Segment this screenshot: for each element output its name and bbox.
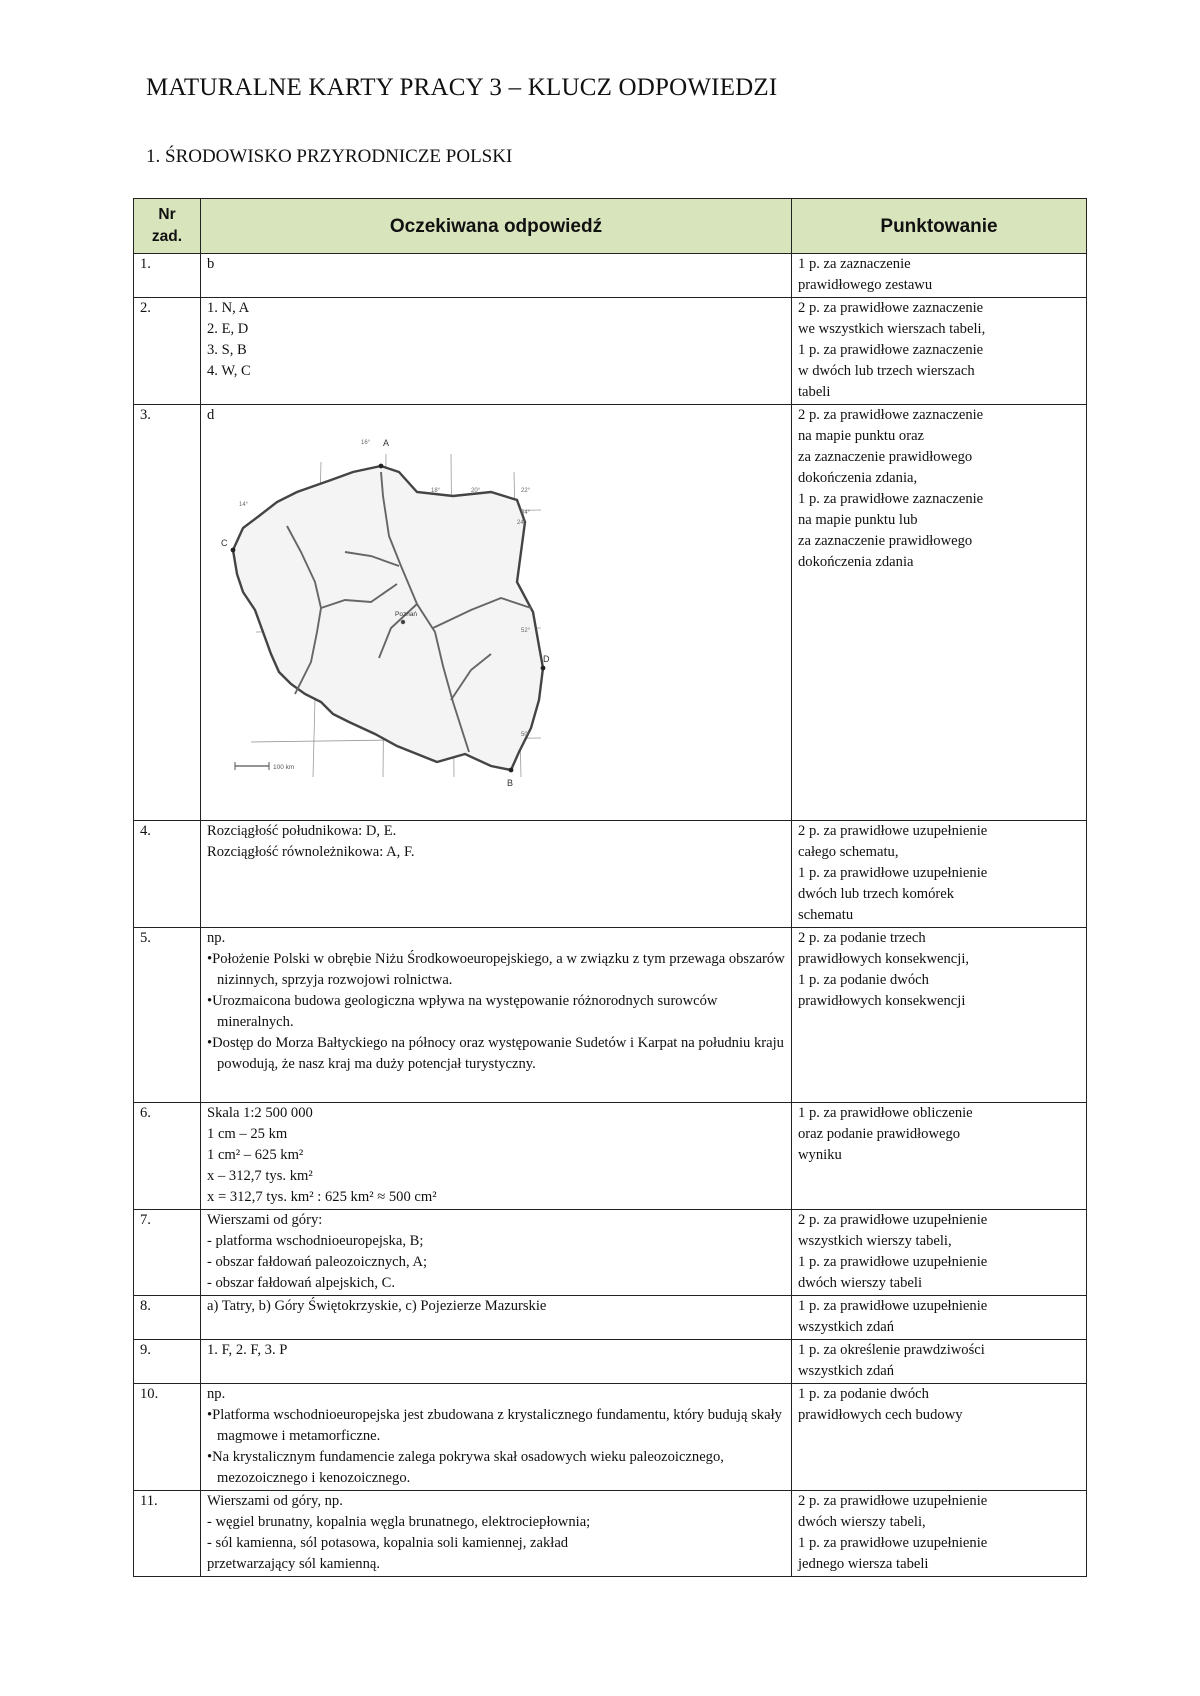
- expected-answer: 1. N, A 2. E, D 3. S, B 4. W, C: [201, 298, 792, 405]
- table-row: [134, 405, 1087, 821]
- task-number: 8.: [134, 1296, 201, 1340]
- table-row: [134, 1210, 1087, 1296]
- city-marker: [401, 620, 405, 624]
- map-label-c: C: [221, 538, 228, 548]
- scoring: 1 p. za prawidłowe uzupełnienie wszystkich zdań: [792, 1296, 1087, 1340]
- map-label-b: B: [507, 778, 514, 788]
- expected-answer: b: [201, 254, 792, 298]
- country-outline: [233, 466, 543, 770]
- scoring: 2 p. za prawidłowe uzupełnienie dwóch wierszy tabeli, 1 p. za prawidłowe uzupełnienie jednego wiersza tabeli: [792, 1491, 1087, 1577]
- degree-label: 14°: [239, 502, 249, 508]
- expected-answer: Rozciągłość południkowa: D, E. Rozciągłość równoleżnikowa: A, F.: [201, 821, 792, 928]
- poland-map-figure: [221, 432, 551, 795]
- task-number: 4.: [134, 821, 201, 928]
- table-row: [134, 821, 1087, 928]
- task-number: 6.: [134, 1103, 201, 1210]
- scoring: 2 p. za prawidłowe uzupełnienie wszystkich wierszy tabeli, 1 p. za prawidłowe uzupełnienie dwóch wierszy tabeli: [792, 1210, 1087, 1296]
- expected-answer: Wierszami od góry, np. - węgiel brunatny, kopalnia węgla brunatnego, elektrociepłownia; - sól kamienna, sól potasowa, kopalnia soli kamiennej, zakład przetwarzający sól kamienną.: [201, 1491, 792, 1577]
- point-a-marker: [379, 464, 384, 469]
- answer-bullet: • Położenie Polski w obrębie Niżu Środkowoeuropejskiego, a w związku z tym przewaga obszarów nizinnych, sprzyja rozwojowi rolnictwa.: [207, 949, 785, 991]
- table-row: [134, 298, 1087, 405]
- header-task-number: Nr zad.: [134, 199, 201, 254]
- answer-bullet: • Urozmaicona budowa geologiczna wpływa na występowanie różnorodnych surowców mineralnych.: [207, 991, 785, 1033]
- table-row: [134, 1384, 1087, 1491]
- scoring: 1 p. za określenie prawdziwości wszystkich zdań: [792, 1340, 1087, 1384]
- expected-answer: 1. F, 2. F, 3. P: [201, 1340, 792, 1384]
- table-row: [134, 928, 1087, 1103]
- expected-answer: np. • Położenie Polski w obrębie Niżu Środkowoeuropejskiego, a w związku z tym przewaga obszarów nizinnych, sprzyja rozwojowi rolnictwa. • Urozmaicona budowa geologiczna wpływa na występowanie różnorodnych surowców mineralnych. • Dostęp do Morza Bałtyckiego na północy oraz występowanie Sudetów i Karpat na południu kraju powodują, że nasz kraj ma duży potencjał turystyczny.: [201, 928, 792, 1103]
- degree-label: 18°: [431, 488, 441, 494]
- answer-bullet: • Na krystalicznym fundamencie zalega pokrywa skał osadowych wieku paleozoicznego, mezozoicznego i kenozoicznego.: [207, 1447, 785, 1489]
- expected-answer: a) Tatry, b) Góry Świętokrzyskie, c) Pojezierze Mazurskie: [201, 1296, 792, 1340]
- task-number: 11.: [134, 1491, 201, 1577]
- degree-label: 52°: [521, 628, 531, 634]
- scale-label: 100 km: [273, 764, 295, 771]
- expected-answer: Wierszami od góry: - platforma wschodnioeuropejska, B; - obszar fałdowań paleozoicznych, A; - obszar fałdowań alpejskich, C.: [201, 1210, 792, 1296]
- section-title: 1. ŚRODOWISKO PRZYRODNICZE POLSKI: [146, 146, 513, 167]
- answer-bullet: • Dostęp do Morza Bałtyckiego na północy oraz występowanie Sudetów i Karpat na południu kraju powodują, że nasz kraj ma duży potencjał turystyczny.: [207, 1033, 785, 1075]
- scoring: 2 p. za prawidłowe zaznaczenie we wszystkich wierszach tabeli, 1 p. za prawidłowe zaznaczenie w dwóch lub trzech wierszach tabeli: [792, 298, 1087, 405]
- poland-map: [221, 432, 551, 795]
- table-row: [134, 1296, 1087, 1340]
- task-number: 1.: [134, 254, 201, 298]
- task-number: 2.: [134, 298, 201, 405]
- point-d-marker: [541, 666, 546, 671]
- task-number: 5.: [134, 928, 201, 1103]
- scoring: 1 p. za zaznaczenie prawidłowego zestawu: [792, 254, 1087, 298]
- degree-label: 54°: [521, 510, 531, 516]
- map-label-a: A: [383, 438, 390, 448]
- degree-label: 22°: [521, 488, 531, 494]
- document-title: MATURALNE KARTY PRACY 3 – KLUCZ ODPOWIEDZI: [146, 74, 778, 101]
- expected-answer: np. • Platforma wschodnioeuropejska jest zbudowana z krystalicznego fundamentu, który budują skały magmowe i metamorficzne. • Na krystalicznym fundamencie zalega pokrywa skał osadowych wieku paleozoicznego, mezozoicznego i kenozoicznego.: [201, 1384, 792, 1491]
- degree-label: 20°: [471, 488, 481, 494]
- table-row: [134, 1340, 1087, 1384]
- degree-label: 16°: [361, 440, 371, 446]
- scale-bar: [235, 762, 294, 771]
- table-row: [134, 1103, 1087, 1210]
- expected-answer: d A B C D Poznań 16° 18° 20° 22° 24° 14° 54° 52° 50° 100 km: [201, 405, 792, 821]
- expected-answer: Skala 1:2 500 000 1 cm – 25 km 1 cm² – 625 km² x – 312,7 tys. km² x = 312,7 tys. km² : 625 km² ≈ 500 cm²: [201, 1103, 792, 1210]
- table-row: [134, 254, 1087, 298]
- task-number: 3.: [134, 405, 201, 821]
- header-expected-answer: Oczekiwana odpowiedź: [201, 199, 792, 254]
- scoring: 2 p. za prawidłowe uzupełnienie całego schematu, 1 p. za prawidłowe uzupełnienie dwóch lub trzech komórek schematu: [792, 821, 1087, 928]
- point-b-marker: [509, 768, 514, 773]
- answer-bullet: • Platforma wschodnioeuropejska jest zbudowana z krystalicznego fundamentu, który budują skały magmowe i metamorficzne.: [207, 1405, 785, 1447]
- map-label-d: D: [543, 654, 550, 664]
- header-scoring: Punktowanie: [792, 199, 1087, 254]
- scoring: 2 p. za podanie trzech prawidłowych konsekwencji, 1 p. za podanie dwóch prawidłowych konsekwencji: [792, 928, 1087, 1103]
- table-header-row: [134, 199, 1087, 254]
- answer-key-table: [133, 198, 1087, 1577]
- degree-label: 50°: [521, 732, 531, 738]
- scoring: 2 p. za prawidłowe zaznaczenie na mapie punktu oraz za zaznaczenie prawidłowego dokończenia zdania, 1 p. za prawidłowe zaznaczenie na mapie punktu lub za zaznaczenie prawidłowego dokończenia zdania: [792, 405, 1087, 821]
- table-row: [134, 1491, 1087, 1577]
- task-number: 7.: [134, 1210, 201, 1296]
- task-number: 9.: [134, 1340, 201, 1384]
- scoring: 1 p. za podanie dwóch prawidłowych cech budowy: [792, 1384, 1087, 1491]
- city-label: Poznań: [395, 611, 418, 618]
- task-number: 10.: [134, 1384, 201, 1491]
- point-c-marker: [231, 548, 236, 553]
- degree-label: 24°: [517, 520, 527, 526]
- scoring: 1 p. za prawidłowe obliczenie oraz podanie prawidłowego wyniku: [792, 1103, 1087, 1210]
